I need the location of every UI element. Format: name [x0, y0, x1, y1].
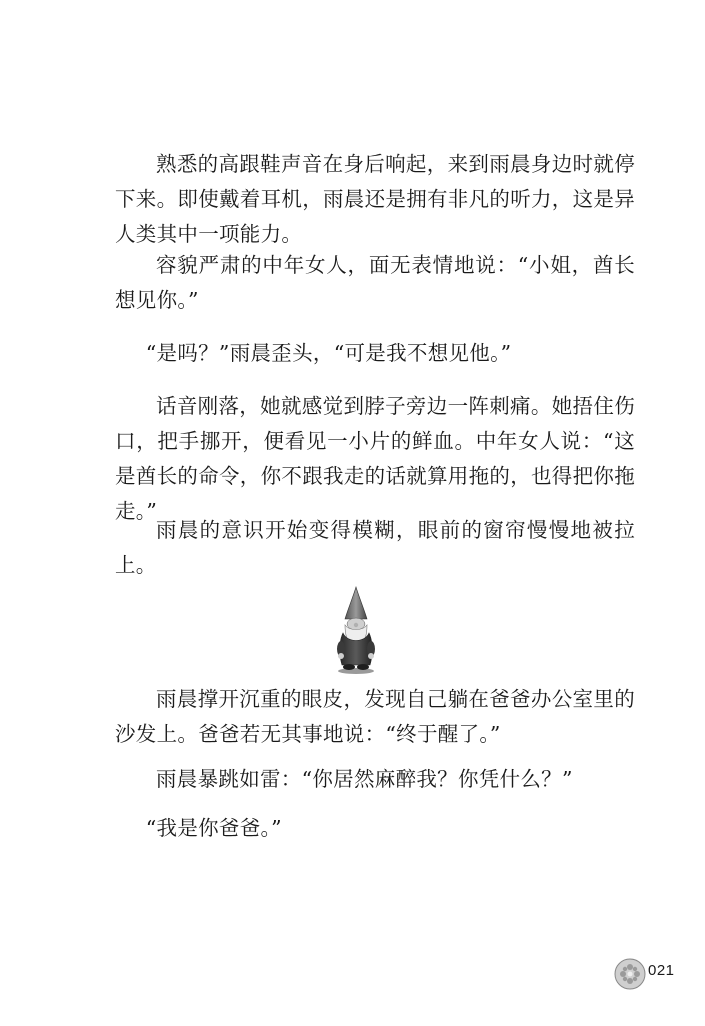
- page-number: 021: [648, 962, 675, 979]
- paragraph-7: 雨晨暴跳如雷：“你居然麻醉我？你凭什么？”: [156, 767, 573, 791]
- paragraph-8: “我是你爸爸。”: [145, 816, 282, 840]
- paragraph-4: 话音刚落，她就感觉到脖子旁边一阵刺痛。她捂住伤口，把手挪开，便看见一小片的鲜血。中年女人说：“这是酋长的命令，你不跟我走的话就算用拖的，也得把你拖走。”: [115, 394, 635, 523]
- paragraph-5: 雨晨的意识开始变得模糊，眼前的窗帘慢慢地被拉上。: [115, 518, 635, 577]
- paragraph-6: 雨晨撑开沉重的眼皮，发现自己躺在爸爸办公室里的沙发上。爸爸若无其事地说：“终于醒了。”: [115, 687, 635, 746]
- paragraph-2: 容貌严肃的中年女人，面无表情地说：“小姐，酋长想见你。”: [115, 253, 635, 312]
- page-number-footer: [614, 956, 674, 992]
- garden-gnome-icon: [331, 585, 381, 675]
- paragraph-3: “是吗？”雨晨歪头，“可是我不想见他。”: [145, 341, 512, 365]
- flower-badge-icon: [614, 958, 646, 990]
- paragraph-1: 熟悉的高跟鞋声音在身后响起，来到雨晨身边时就停下来。即使戴着耳机，雨晨还是拥有非凡的听力，这是异人类其中一项能力。: [115, 152, 635, 246]
